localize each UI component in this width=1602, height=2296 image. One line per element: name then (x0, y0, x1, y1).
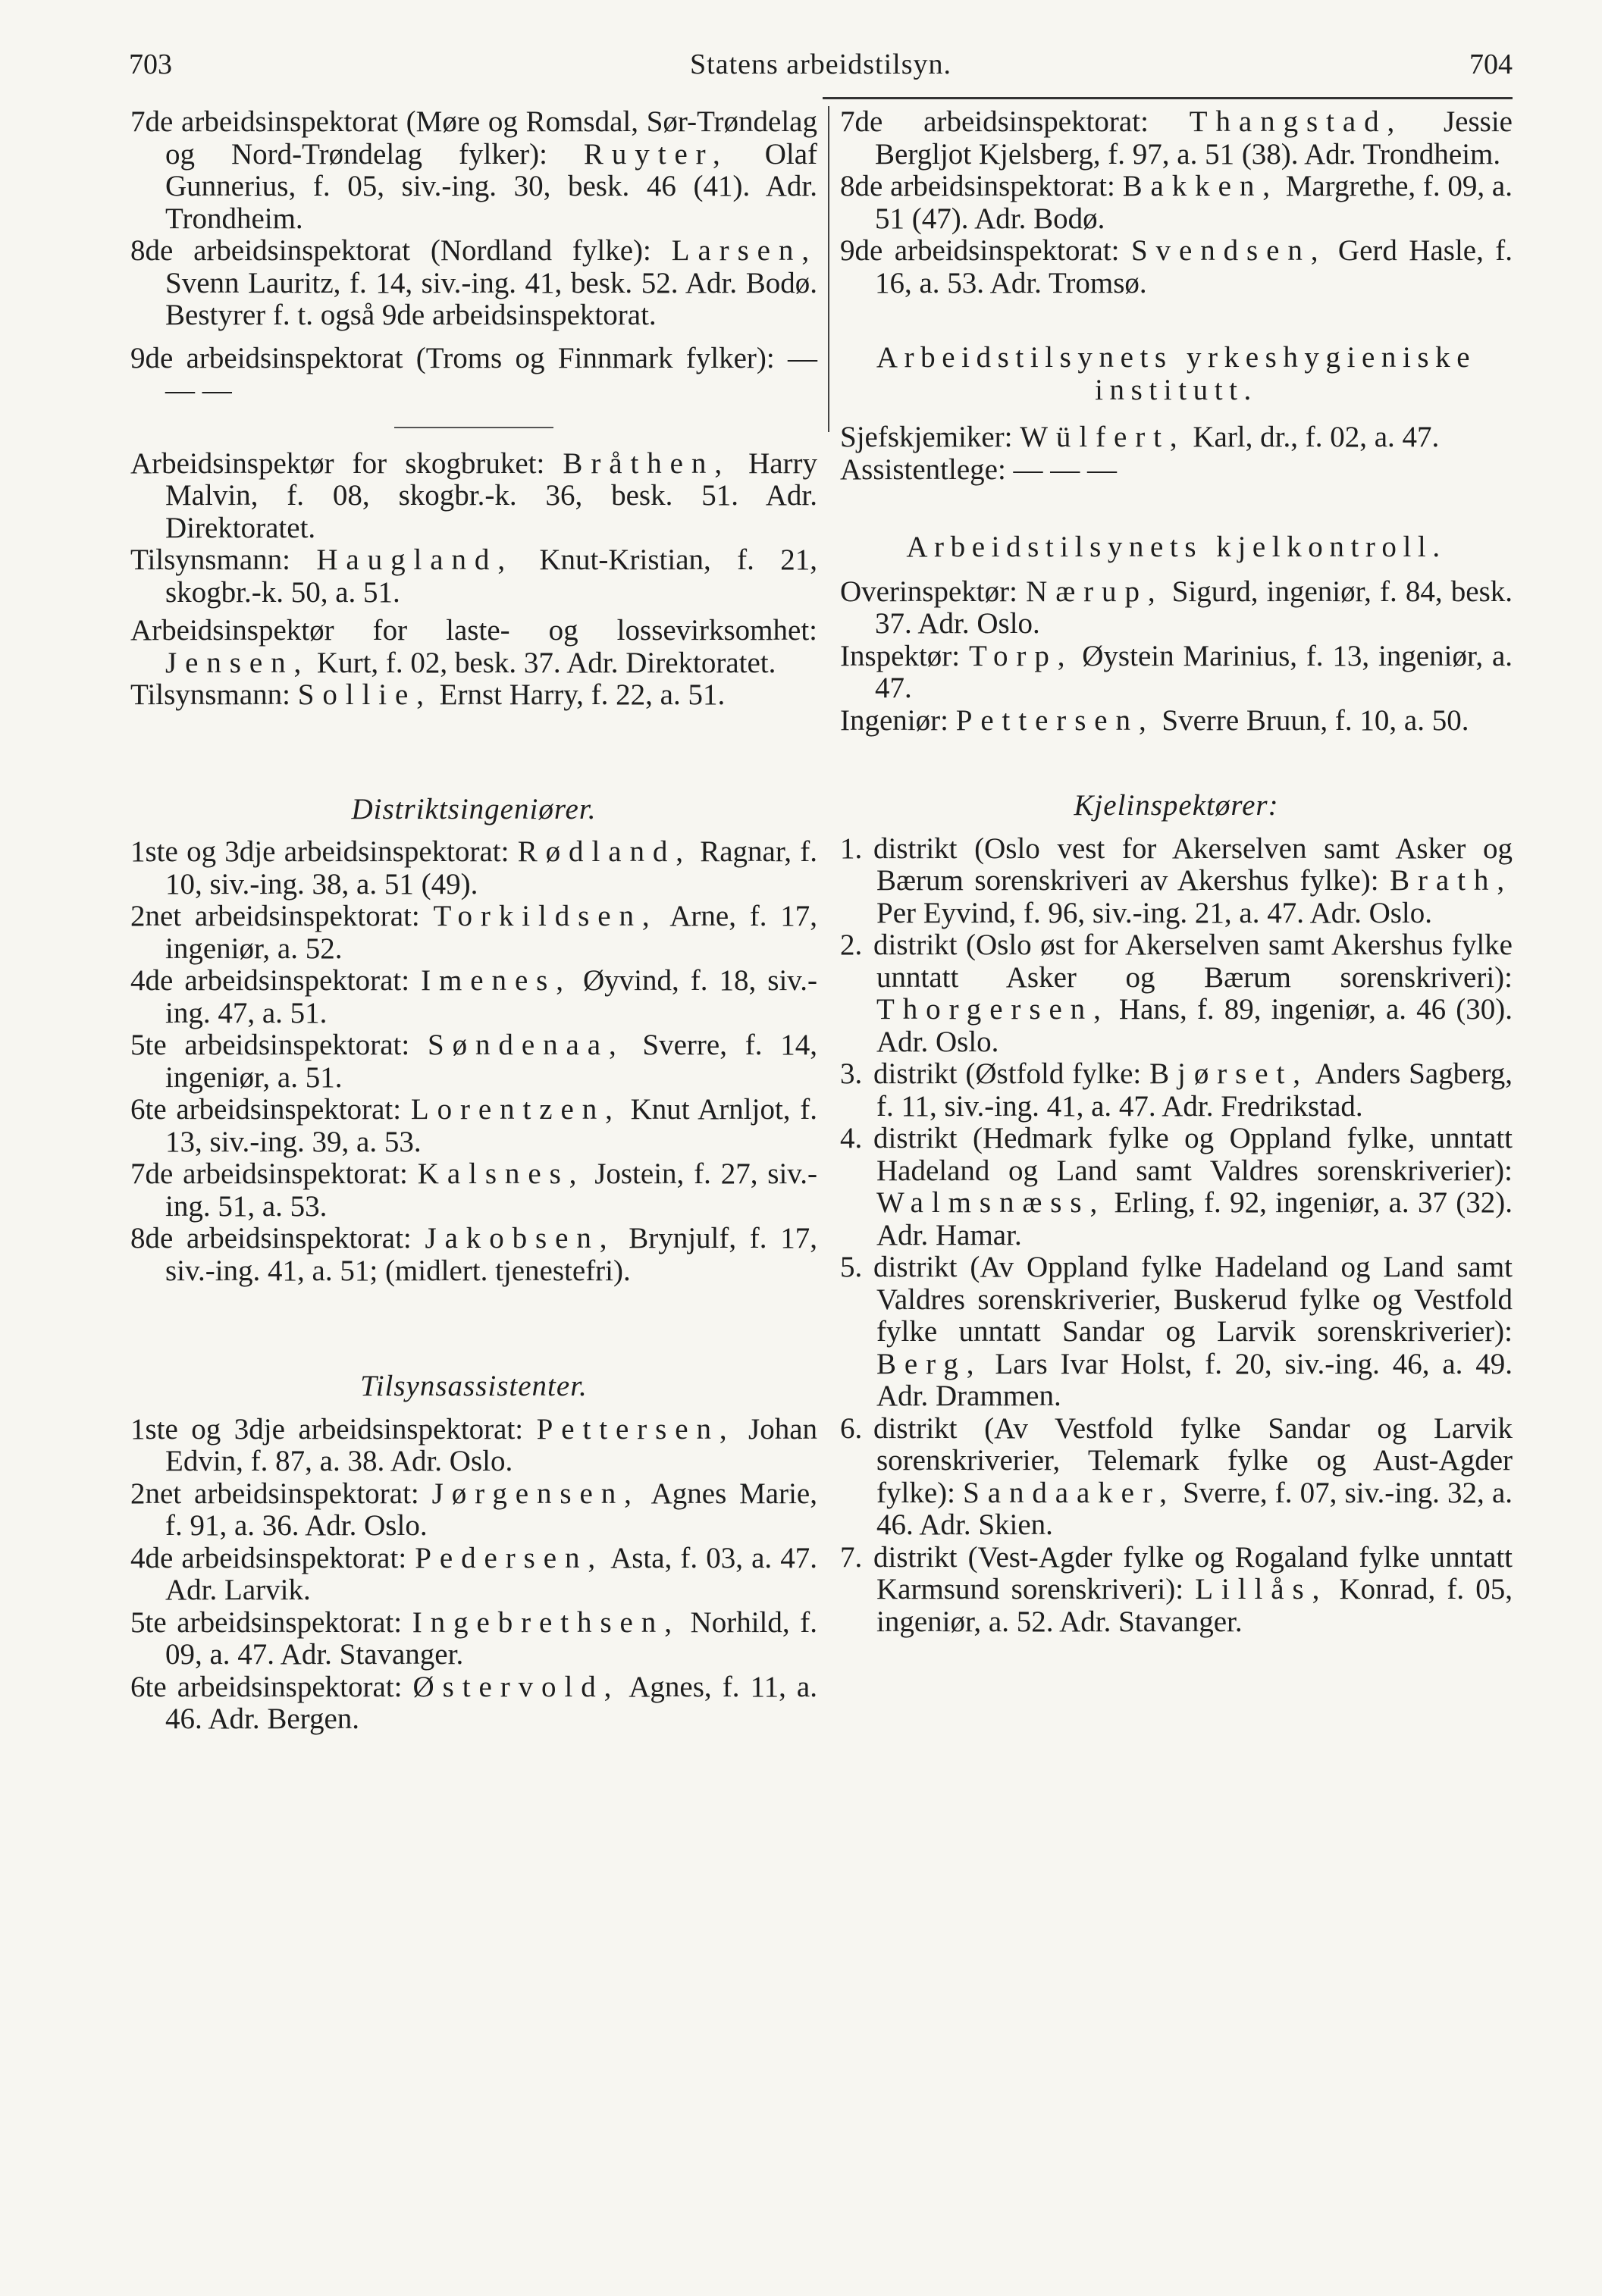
entry: Ingeniør: Pettersen, Sverre Bruun, f. 10, a. 50. (840, 703, 1469, 737)
column-divider (828, 106, 829, 432)
entry: 5te arbeidsinspektorat: Ingebrethsen, Norhild, f. 09, a. 47. Adr. Stavanger. (130, 1605, 818, 1671)
entry: Tilsynsmann: Sollie, Ernst Harry, f. 22, a. 51. (130, 678, 726, 711)
entry: 8de arbeidsinspektorat: Bakken, Margrethe, f. 09, a. 51 (47). Adr. Bodø. (840, 170, 1513, 235)
entry: Overinspektør: Nærup, Sigurd, ingeniør, f. 84, besk. 37. Adr. Oslo. (840, 575, 1513, 640)
entry: 1ste og 3dje arbeidsinspektorat: Pettersen, Johan Edvin, f. 87, a. 38. Adr. Oslo. (130, 1412, 818, 1477)
entry: Arbeidsinspektør for skogbruket: Bråthen, Harry Malvin, f. 08, skogbr.-k. 36, besk. 51. Adr. Direktoratet. (130, 446, 818, 544)
district-entry: 7. distrikt (Vest-Agder fylke og Rogaland fylke unntatt Karmsund sorenskriveri): Lillås, Konrad, f. 05, ingeniør, a. 52. Adr. Stavanger. (840, 1540, 1513, 1638)
entry: 1ste og 3dje arbeidsinspektorat: Rødland, Ragnar, f. 10, siv.-ing. 38, a. 51 (49). (130, 835, 818, 901)
running-title: Statens arbeidstilsyn. (690, 49, 951, 80)
section-heading: Tilsynsassistenter. (360, 1370, 588, 1402)
entry: Sjefskjemiker: Wülfert, Karl, dr., f. 02, a. 47. (840, 421, 1440, 453)
entry: 4de arbeidsinspektorat: Pedersen, Asta, f. 03, a. 47. Adr. Larvik. (130, 1541, 817, 1606)
entry: 8de arbeidsinspektorat: Jakobsen, Brynjulf, f. 17, siv.-ing. 41, a. 51; (midlert. tjenestefri). (130, 1222, 817, 1287)
entry: 5te arbeidsinspektorat: Søndenaa, Sverre, f. 14, ingeniør, a. 51. (130, 1029, 817, 1094)
district-entry: 6. distrikt (Av Vestfold fylke Sandar og Larvik sorenskriverier, Telemark fylke og Aust-Agder fylke): Sandaaker, Sverre, f. 07, siv.-ing. 32, a. 46. Adr. Skien. (840, 1411, 1513, 1541)
district-entry: 4. distrikt (Hedmark fylke og Oppland fylke, unntatt Hadeland og Land samt Valdres sorenskriverier): Walmsnæss, Erling, f. 92, ingeniør, a. 37 (32). Adr. Hamar. (840, 1122, 1513, 1251)
section-heading: Distriktsingeniører. (351, 792, 597, 825)
entry: 7de arbeidsinspektorat (Møre og Romsdal, Sør-Trøndelag og Nord-Trøndelag fylker): Ruyter, Olaf Gunnerius, f. 05, siv.-ing. 30, besk. 46 (41). Adr. Trondheim. (130, 105, 817, 235)
institute-heading: Arbeidstilsynets yrkeshygieniske institutt. (876, 341, 1477, 406)
entry: Assistentlege: — — — (840, 453, 1118, 486)
page-header (129, 45, 1513, 83)
district-entry: 2. distrikt (Oslo øst for Akerselven samt Akershus fylke unntatt Asker og Bærum sorenskriveri): Thorgersen, Hans, f. 89, ingeniør, a. 46 (30). Adr. Oslo. (840, 929, 1513, 1058)
left-page-number: 703 (129, 49, 172, 80)
entry: 9de arbeidsinspektorat: Svendsen, Gerd Hasle, f. 16, a. 53. Adr. Tromsø. (840, 234, 1513, 299)
entry: 2net arbeidsinspektorat: Torkildsen, Arne, f. 17, ingeniør, a. 52. (130, 900, 817, 965)
header-rule (823, 97, 1513, 99)
district-entry: 1. distrikt (Oslo vest for Akerselven samt Asker og Bærum sorenskriveri av Akershus fylke): Brath, Per Eyvind, f. 96, siv.-ing. 21, a. 47. Adr. Oslo. (840, 832, 1513, 929)
entry: 7de arbeidsinspektorat: Kalsnes, Jostein, f. 27, siv.-ing. 51, a. 53. (130, 1157, 818, 1223)
entry: Inspektør: Torp, Øystein Marinius, f. 13, ingeniør, a. 47. (840, 639, 1513, 704)
entry: Tilsynsmann: Haugland, Knut-Kristian, f. 21, skogbr.-k. 50, a. 51. (130, 543, 817, 609)
section-heading: Kjelinspektører: (1074, 789, 1279, 822)
entry: 6te arbeidsinspektorat: Østervold, Agnes, f. 11, a. 46. Adr. Bergen. (130, 1670, 817, 1735)
left-column (130, 106, 817, 1736)
entry: 6te arbeidsinspektorat: Lorentzen, Knut Arnljot, f. 13, siv.-ing. 39, a. 53. (130, 1093, 817, 1158)
district-entry: 3. distrikt (Østfold fylke: Bjørset, Anders Sagberg, f. 11, siv.-ing. 41, a. 47. Adr. Fredrikstad. (840, 1057, 1513, 1123)
section-rule (394, 427, 553, 428)
entry: 9de arbeidsinspektorat (Troms og Finnmark fylker): — — — (130, 341, 817, 406)
entry: 8de arbeidsinspektorat (Nordland fylke): Larsen, Svenn Lauritz, f. 14, siv.-ing. 41, besk. 52. Adr. Bodø. Bestyrer f. t. også 9de arbeidsinspektorat. (130, 234, 818, 331)
right-page-number: 704 (1469, 49, 1513, 80)
institute-heading: Arbeidstilsynets kjelkontroll. (906, 531, 1447, 563)
entry: 4de arbeidsinspektorat: Imenes, Øyvind, f. 18, siv.-ing. 47, a. 51. (130, 964, 818, 1029)
entry: 7de arbeidsinspektorat: Thangstad, Jessie Bergljot Kjelsberg, f. 97, a. 51 (38). Adr. Trondheim. (840, 105, 1513, 171)
entry: 2net arbeidsinspektorat: Jørgensen, Agnes Marie, f. 91, a. 36. Adr. Oslo. (130, 1477, 817, 1542)
entry: Arbeidsinspektør for laste- og lossevirksomhet: Jensen, Kurt, f. 02, besk. 37. Adr. Direktoratet. (130, 614, 817, 679)
district-entry: 5. distrikt (Av Oppland fylke Hadeland og Land samt Valdres sorenskriverier, Buskerud fylke og Vestfold fylke unntatt Sandar og Larvik sorenskriverier): Berg, Lars Ivar Holst, f. 20, siv.-ing. 46, a. 49. Adr. Drammen. (840, 1251, 1513, 1412)
right-column (840, 106, 1513, 1638)
